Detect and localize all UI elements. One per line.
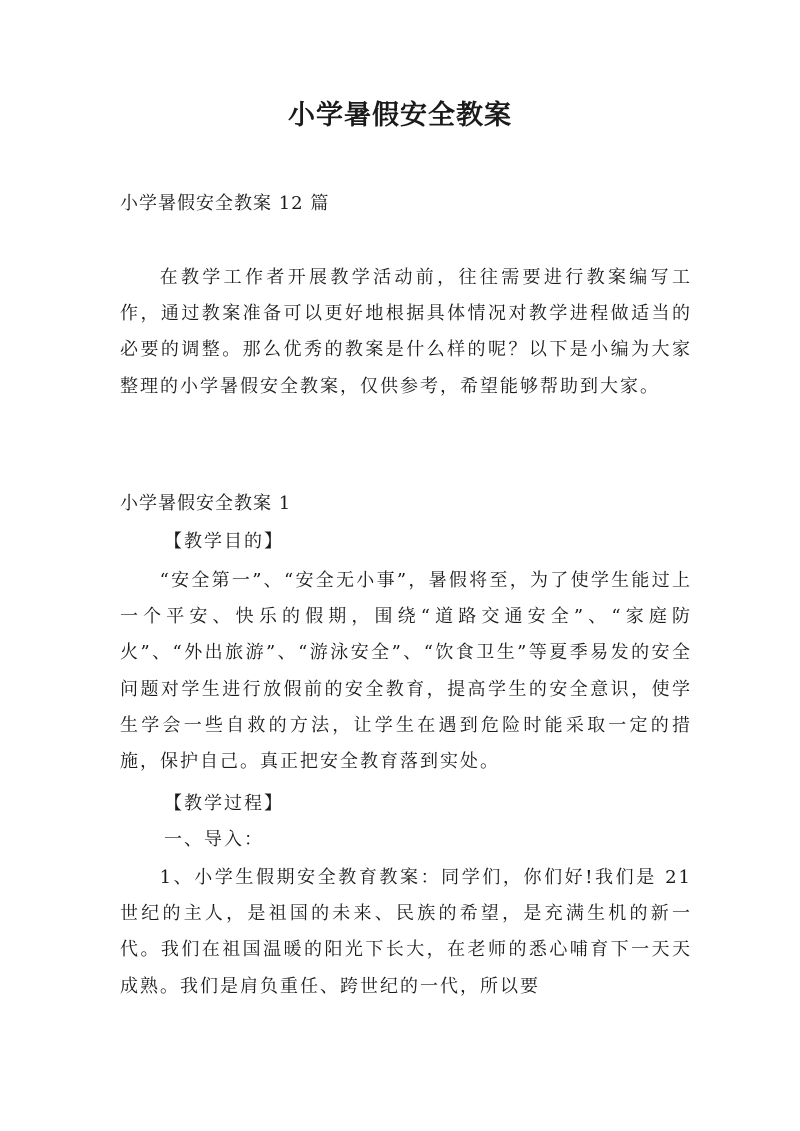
step-intro-heading: 一、导入： (164, 829, 264, 850)
process-paragraph: 1、小学生假期安全教育教案：同学们，你们好!我们是 21 世纪的主人，是祖国的未来、民族的希望，是充满生机的新一代。我们在祖国温暖的阳光下长大，在老师的悉心哺育下一天天成熟。我们是肩负重任、跨世纪的一代，所以要 (120, 867, 692, 997)
document-subtitle: 小学暑假安全教案 12 篇 (120, 193, 330, 214)
intro-paragraph: 在教学工作者开展教学活动前，往往需要进行教案编写工作，通过教案准备可以更好地根据具体情况对教学进程做适当的必要的调整。那么优秀的教案是什么样的呢？以下是小编为大家整理的小学暑假安全教案，仅供参考，希望能够帮助到大家。 (120, 267, 692, 397)
document-title: 小学暑假安全教案 (288, 100, 512, 131)
section-title: 小学暑假安全教案 1 (120, 493, 292, 514)
process-heading: 【教学过程】 (164, 793, 284, 814)
purpose-paragraph: “安全第一”、“安全无小事”，暑假将至，为了使学生能过上一个平安、快乐的假期，围绕“道路交通安全”、“家庭防火”、“外出旅游”、“游泳安全”、“饮食卫生”等夏季易发的安全问题对学生进行放假前的安全教育，提高学生的安全意识，使学生学会一些自救的方法，让学生在遇到危险时能采取一定的措施，保护自己。真正把安全教育落到实处。 (120, 570, 692, 773)
purpose-heading: 【教学目的】 (164, 531, 284, 552)
